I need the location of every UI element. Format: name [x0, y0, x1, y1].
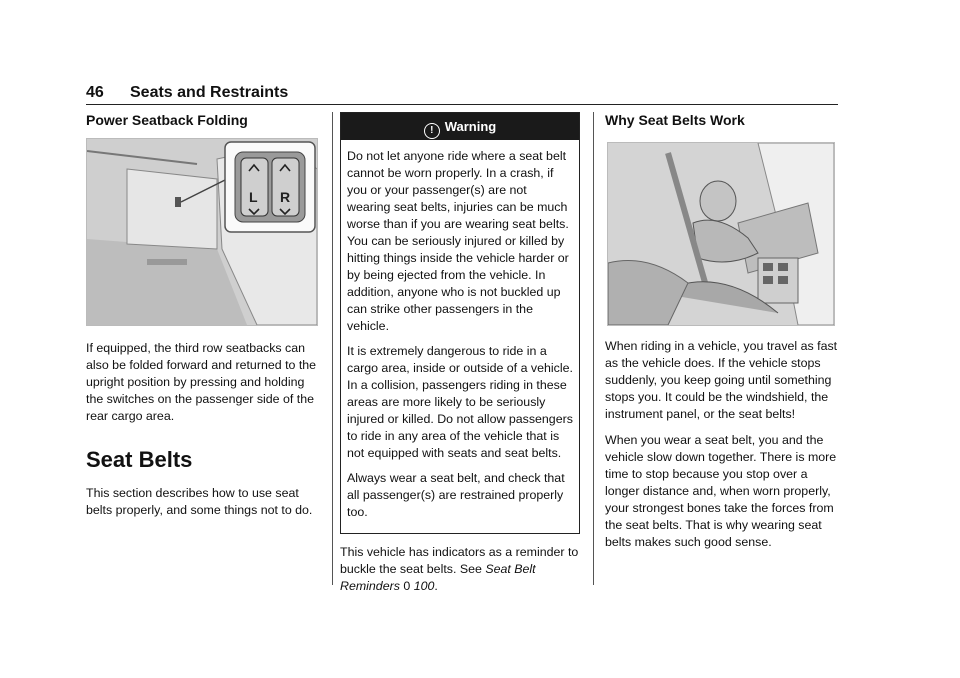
cargo-area-drawing [87, 139, 317, 325]
heading-power-seatback: Power Seatback Folding [86, 112, 248, 128]
warning-paragraph: It is extremely dangerous to ride in a cargo area, inside or outside of a vehicle. In a collision, passengers riding in these areas are more likely to be seriously injured or killed. Do not allow passengers to ride in any area of the vehicle that is not equipped with seats and seat belts. [347, 344, 573, 460]
switch-left-label: L [249, 189, 258, 205]
power-seatback-text: If equipped, the third row seatbacks can also be folded forward and returned to the upright position by pressing and holding the switches on the passenger side of the rear cargo area. [86, 341, 317, 423]
page-header [86, 82, 838, 105]
column-middle [340, 112, 580, 604]
warning-box [340, 112, 580, 534]
crash-drawing [608, 143, 834, 325]
crash-illustration [607, 142, 835, 326]
why-belts-paragraph-1: When riding in a vehicle, you travel as fast as the vehicle does. If the vehicle stops suddenly, you keep going until something stops you. It could be the windshield, the instrument panel, or the seat belts! [605, 339, 838, 421]
seat-belt-reminders-link[interactable]: Seat Belt Reminders [340, 562, 536, 593]
heading-why-seat-belts-work: Why Seat Belts Work [605, 112, 745, 128]
page-ref-number[interactable]: 100 [413, 579, 435, 593]
reminder-text: This vehicle has indicators as a reminder to buckle the seat belts. See Seat Belt Reminders 0 100. [340, 545, 579, 593]
warning-icon: ! [424, 123, 440, 139]
seat-belts-intro: This section describes how to use seat belts properly, and some things not to do. [86, 486, 313, 517]
cargo-area-illustration [86, 138, 318, 326]
column-divider [593, 112, 594, 585]
column-divider [332, 112, 333, 585]
switch-right-label: R [280, 189, 291, 205]
column-right [605, 110, 841, 560]
warning-title: Warning [444, 119, 497, 134]
heading-seat-belts: Seat Belts [86, 447, 193, 472]
warning-header [341, 113, 579, 140]
warning-paragraph: Do not let anyone ride where a seat belt cannot be worn properly. In a crash, if you or your passenger(s) are not wearing seat belts, injuries can be much worse than if you are wearing seat belts. You can be seriously injured or killed by hitting things inside the vehicle harder or by being ejected from the vehicle. In addition, anyone who is not buckled up can strike other passengers in the vehicle. [347, 149, 569, 333]
page-number: 46 [86, 84, 104, 101]
why-belts-paragraph-2: When you wear a seat belt, you and the vehicle slow down together. There is more time to stop because you stop over a longer distance and, when worn properly, your strongest bones take the forces from the seat belts. That is why wearing seat belts makes such good sense. [605, 433, 837, 549]
column-left [86, 110, 320, 528]
section-title: Seats and Restraints [130, 84, 289, 101]
page-ref-arrow: 0 [403, 579, 411, 593]
warning-paragraph: Always wear a seat belt, and check that all passenger(s) are restrained properly too. [347, 471, 565, 519]
